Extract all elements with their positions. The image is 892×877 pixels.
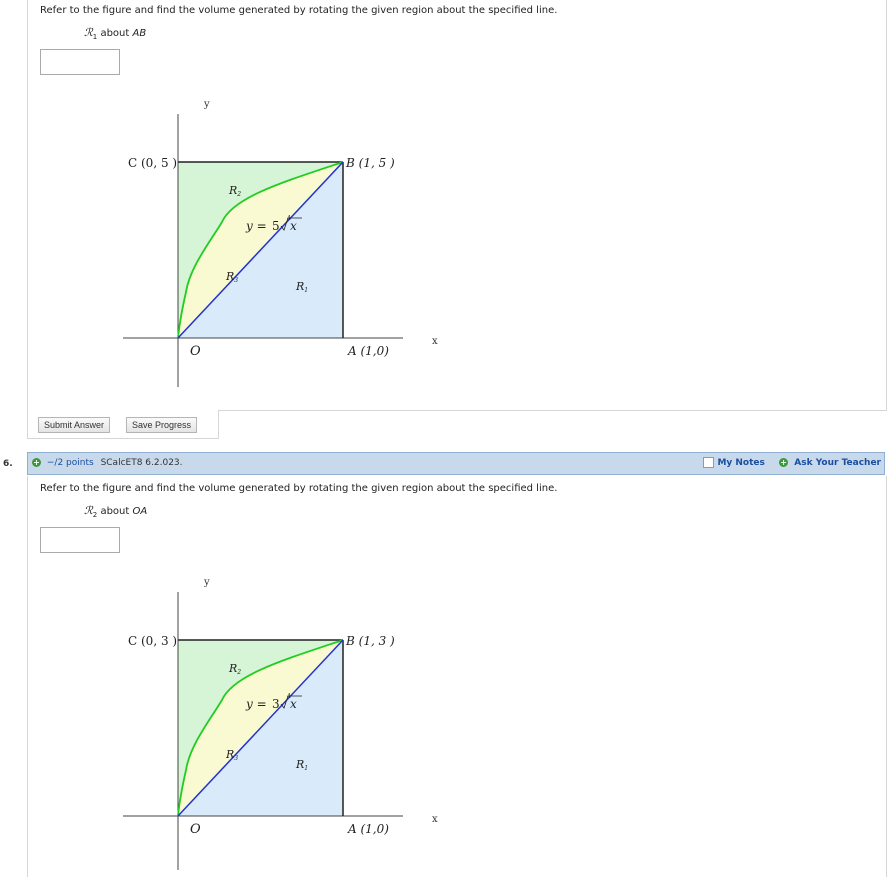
curve-coef: 5 (272, 219, 280, 233)
notes-checkbox-icon[interactable] (703, 457, 714, 468)
question-1-panel (27, 0, 887, 411)
submit-answer-button[interactable]: Submit Answer (38, 417, 110, 433)
r3-label: R3 (226, 270, 239, 284)
point-c-label: C (0, 3 ) (128, 634, 178, 648)
r3-label: R3 (226, 748, 239, 762)
svg-text:y =: y = (246, 219, 267, 233)
about-word: about (100, 506, 130, 517)
question-number: 6. (3, 459, 13, 469)
region-subscript: 2 (92, 511, 98, 519)
point-b-label: B (1, 3 ) (346, 634, 395, 648)
source-label: SCalcET8 6.2.023. (100, 458, 183, 468)
question-2-panel (27, 476, 887, 877)
point-c-label: C (0, 5 ) (128, 156, 178, 170)
answer-input[interactable] (40, 527, 120, 553)
expand-plus-icon[interactable]: + (33, 458, 40, 467)
r2-label: R2 (229, 662, 242, 676)
region-figure (118, 92, 438, 392)
point-a-label: A (1,0) (348, 344, 389, 358)
answer-input[interactable] (40, 49, 120, 75)
region-figure (118, 570, 438, 870)
svg-text:4: 4 (287, 215, 291, 222)
region-symbol: ℛ (84, 26, 93, 39)
x-axis-label: x (432, 336, 438, 347)
origin-label: O (190, 344, 201, 359)
my-notes-link[interactable]: My Notes (717, 458, 765, 468)
r1-label: R1 (296, 758, 309, 772)
r2-label: R2 (229, 184, 242, 198)
origin-label: O (190, 822, 201, 837)
svg-text:y =: y = (246, 697, 267, 711)
question-prompt: Refer to the figure and find the volume generated by rotating the given region about the specified line. (40, 5, 558, 16)
points-label: −/2 points (46, 458, 94, 468)
question-prompt: Refer to the figure and find the volume generated by rotating the given region about the specified line. (40, 483, 558, 494)
r1-label: R1 (296, 280, 309, 294)
save-progress-button[interactable]: Save Progress (126, 417, 197, 433)
svg-text:x: x (290, 219, 297, 233)
y-axis-label: y (204, 577, 210, 588)
region-spec (84, 504, 147, 519)
y-axis-label: y (204, 99, 210, 110)
svg-text:4: 4 (287, 693, 291, 700)
ask-teacher-plus-icon[interactable]: + (780, 458, 787, 467)
region-spec (84, 26, 146, 41)
point-b-label: B (1, 5 ) (346, 156, 395, 170)
svg-text:x: x (290, 697, 297, 711)
region-symbol: ℛ (84, 504, 93, 517)
about-word: about (100, 28, 130, 39)
curve-coef: 3 (272, 697, 280, 711)
rotation-axis: OA (132, 506, 148, 517)
ask-teacher-link[interactable]: Ask Your Teacher (794, 458, 881, 468)
rotation-axis: AB (132, 28, 147, 39)
x-axis-label: x (432, 814, 438, 825)
question-2-header (27, 452, 885, 475)
point-a-label: A (1,0) (348, 822, 389, 836)
region-subscript: 1 (92, 33, 98, 41)
